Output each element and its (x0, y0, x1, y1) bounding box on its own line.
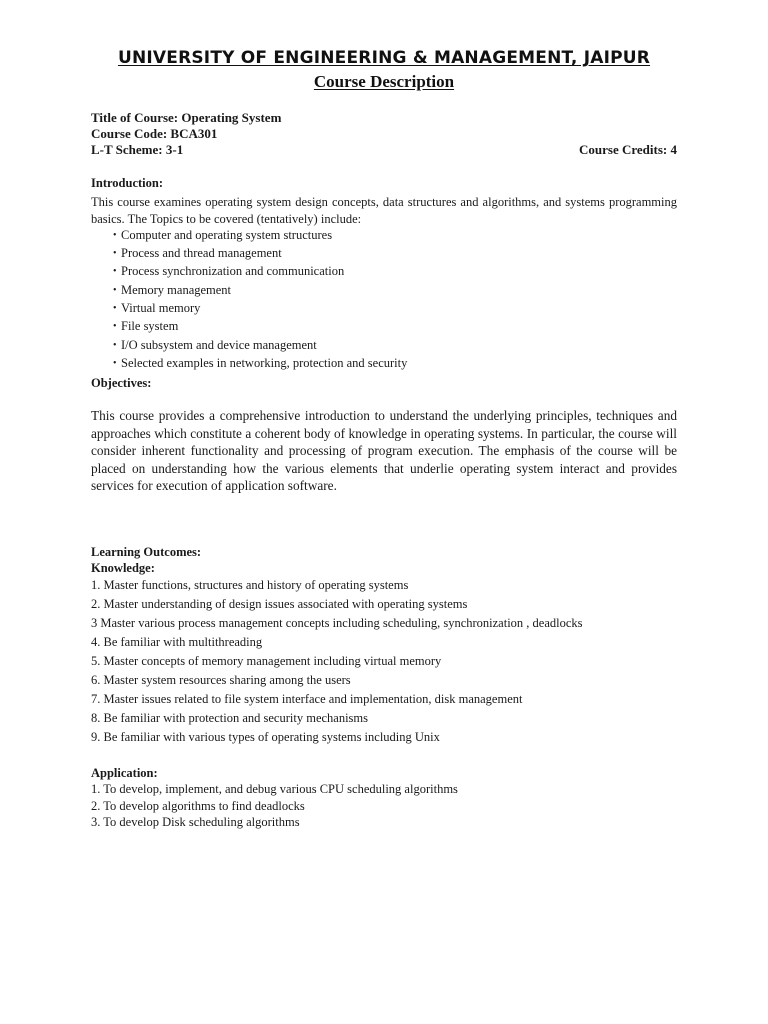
list-item: • Virtual memory (113, 300, 677, 318)
list-item: 1. To develop, implement, and debug various CPU scheduling algorithms (91, 782, 458, 797)
knowledge-heading: Knowledge: (91, 561, 155, 576)
list-item: • Process synchronization and communication (113, 263, 677, 281)
course-code-line: Course Code: BCA301 (91, 126, 218, 141)
list-item: 9. Be familiar with various types of operating systems including Unix (91, 730, 440, 744)
course-credits-line: Course Credits: 4 (579, 142, 677, 157)
list-item: 3. To develop Disk scheduling algorithms (91, 815, 300, 830)
learning-outcomes-heading: Learning Outcomes: (91, 545, 202, 559)
list-item: • Selected examples in networking, protection and security (113, 355, 677, 373)
objectives-text: This course provides a comprehensive introduction to understand the underlying principles, techniques and approaches which constitute a coherent body of knowledge in operating systems. In particular, the course will consider inherent functionality and processing of program execution. The emphasis of the course will be placed on understanding how the various elements that underlie operating system interact and provides services for execution of application software. (91, 408, 677, 493)
knowledge-list (91, 576, 677, 747)
list-item: 6. Master system resources sharing among the users (91, 673, 351, 687)
topics-list (91, 227, 677, 373)
list-item: 2. Master understanding of design issues associated with operating systems (91, 597, 468, 611)
list-item: • Memory management (113, 282, 677, 300)
list-item: • Process and thread management (113, 245, 677, 263)
list-item: 8. Be familiar with protection and security mechanisms (91, 711, 369, 725)
list-item: • Computer and operating system structures (113, 227, 677, 245)
objectives-section (91, 375, 677, 391)
application-heading: Application: (91, 766, 158, 780)
application-section (91, 765, 677, 831)
list-item: • File system (113, 318, 677, 336)
objectives-heading: Objectives: (91, 376, 152, 390)
lt-scheme-line: L-T Scheme: 3-1 (91, 142, 184, 157)
application-list (91, 781, 677, 831)
list-item: 7. Master issues related to file system interface and implementation, disk management (91, 692, 523, 706)
course-title-line: Title of Course: Operating System (91, 110, 282, 125)
course-info (91, 110, 677, 158)
list-item: • I/O subsystem and device management (113, 337, 677, 355)
list-item: 3 Master various process management concepts including scheduling, synchronization , deadlocks (91, 616, 583, 630)
document-title: Course Description (313, 72, 455, 91)
learning-outcomes-section (91, 544, 677, 577)
university-title: UNIVERSITY OF ENGINEERING & MANAGEMENT, JAIPUR (117, 48, 651, 68)
course-scheme-row (91, 142, 677, 158)
introduction-text: This course examines operating system design concepts, data structures and algorithms, and systems programming basics. The Topics to be covered (tentatively) include: (91, 195, 677, 226)
list-item: 4. Be familiar with multithreading (91, 635, 263, 649)
introduction-heading: Introduction: (91, 176, 164, 190)
list-item: 2. To develop algorithms to find deadlocks (91, 798, 305, 813)
list-item: 5. Master concepts of memory management including virtual memory (91, 654, 442, 668)
list-item: 1. Master functions, structures and history of operating systems (91, 578, 409, 592)
introduction-section (91, 175, 677, 373)
